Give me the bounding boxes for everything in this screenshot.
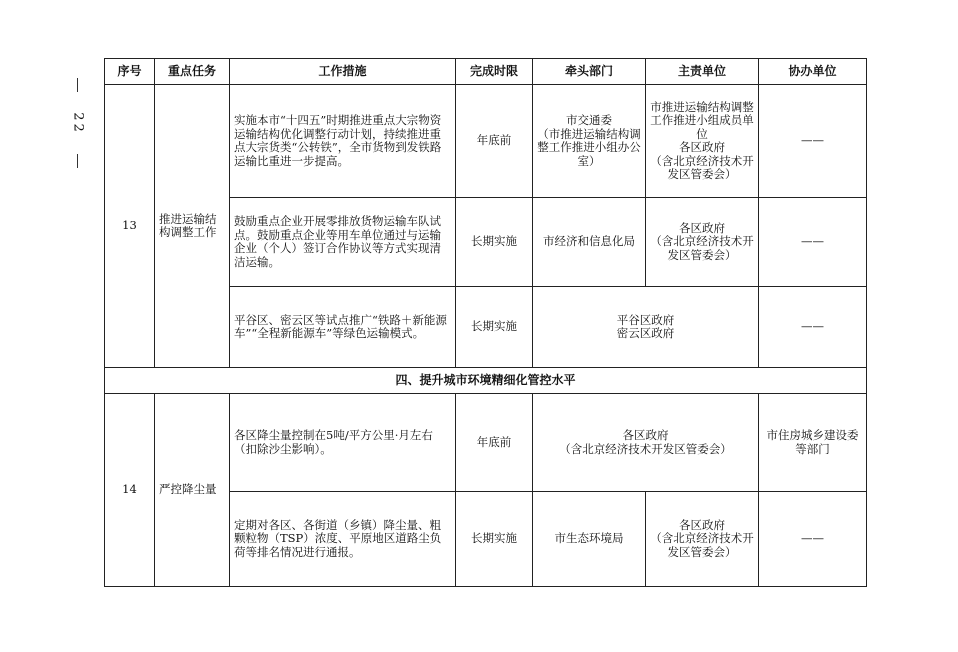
row13-1-assist: ——: [759, 85, 867, 198]
table-row: [105, 394, 867, 492]
page-number-text: 22: [70, 112, 86, 135]
row13-3-assist: ——: [759, 287, 867, 368]
row14-2-main-line1: 各区政府: [679, 517, 725, 532]
row13-1-measure: 实施本市“十四五”时期推进重点大宗物资运输结构优化调整行动计划，持续推进重点大宗货类“公转铁”，全市货物到发铁路运输比重进一步提高。: [230, 85, 456, 198]
row14-1-merged-line2: （含北京经济技术开发区管委会）: [559, 441, 732, 456]
page-number-dash-top: [77, 78, 78, 92]
header-lead: 牵头部门: [533, 59, 646, 85]
row14-1-assist: 市住房城乡建设委等部门: [759, 394, 867, 492]
row13-1-lead-line2: （市推进运输结构调整工作推进小组办公室）: [537, 126, 641, 168]
row13-3-lead-main: [533, 287, 759, 368]
row13-2-lead: 市经济和信息化局: [533, 198, 646, 287]
row14-1-measure: 各区降尘量控制在5吨/平方公里·月左右（扣除沙尘影响）。: [230, 394, 456, 492]
row14-task: 严控降尘量: [155, 394, 230, 587]
row14-1-deadline: 年底前: [456, 394, 533, 492]
row14-2-assist: ——: [759, 492, 867, 587]
row13-3-measure: 平谷区、密云区等试点推广“铁路＋新能源车”“全程新能源车”等绿色运输模式。: [230, 287, 456, 368]
task-table: [104, 58, 867, 587]
row13-2-deadline: 长期实施: [456, 198, 533, 287]
header-row: [105, 59, 867, 85]
row13-1-deadline: 年底前: [456, 85, 533, 198]
row14-2-measure: 定期对各区、各街道（乡镇）降尘量、粗颗粒物（TSP）浓度、平原地区道路尘负荷等排名情况进行通报。: [230, 492, 456, 587]
row13-1-main-line3: （含北京经济技术开发区管委会）: [650, 153, 754, 181]
header-deadline: 完成时限: [456, 59, 533, 85]
row13-2-assist: ——: [759, 198, 867, 287]
row13-1-main-line2: 各区政府: [679, 140, 725, 154]
row14-2-lead: 市生态环境局: [533, 492, 646, 587]
section-title: 四、提升城市环境精细化管控水平: [105, 368, 867, 394]
row13-1-lead: [533, 85, 646, 198]
row14-1-merged-line1: 各区政府: [622, 428, 669, 442]
row14-1-lead-main: [533, 394, 759, 492]
row13-1-main-line1: 市推进运输结构调整工作推进小组成员单位: [650, 99, 754, 141]
section-row: [105, 368, 867, 394]
row13-2-main-line1: 各区政府: [679, 220, 725, 235]
row13-2-main-line2: （含北京经济技术开发区管委会）: [650, 234, 754, 262]
table-row: [105, 85, 867, 198]
header-measure: 工作措施: [230, 59, 456, 85]
row13-2-measure: 鼓励重点企业开展零排放货物运输车队试点。鼓励重点企业等用车单位通过与运输企业（个人）签订合作协议等方式实现清洁运输。: [230, 198, 456, 287]
row14-seq: 14: [105, 394, 155, 587]
header-task: 重点任务: [155, 59, 230, 85]
row13-3-merged-line1: 平谷区政府: [616, 312, 675, 327]
row14-2-main: [646, 492, 759, 587]
row13-3-merged-line2: 密云区政府: [616, 326, 675, 340]
row13-1-main: [646, 85, 759, 198]
row13-seq: 13: [105, 85, 155, 368]
row14-2-deadline: 长期实施: [456, 492, 533, 587]
row13-3-deadline: 长期实施: [456, 287, 533, 368]
header-seq: 序号: [105, 59, 155, 85]
page-number-dash-bottom: [77, 154, 78, 168]
row13-task: 推进运输结构调整工作: [155, 85, 230, 368]
row13-2-main: [646, 198, 759, 287]
header-assist: 协办单位: [759, 59, 867, 85]
row13-1-lead-line1: 市交通委: [566, 113, 612, 127]
page-number: [64, 78, 92, 168]
row14-2-main-line2: （含北京经济技术开发区管委会）: [650, 531, 754, 559]
header-main: 主责单位: [646, 59, 759, 85]
